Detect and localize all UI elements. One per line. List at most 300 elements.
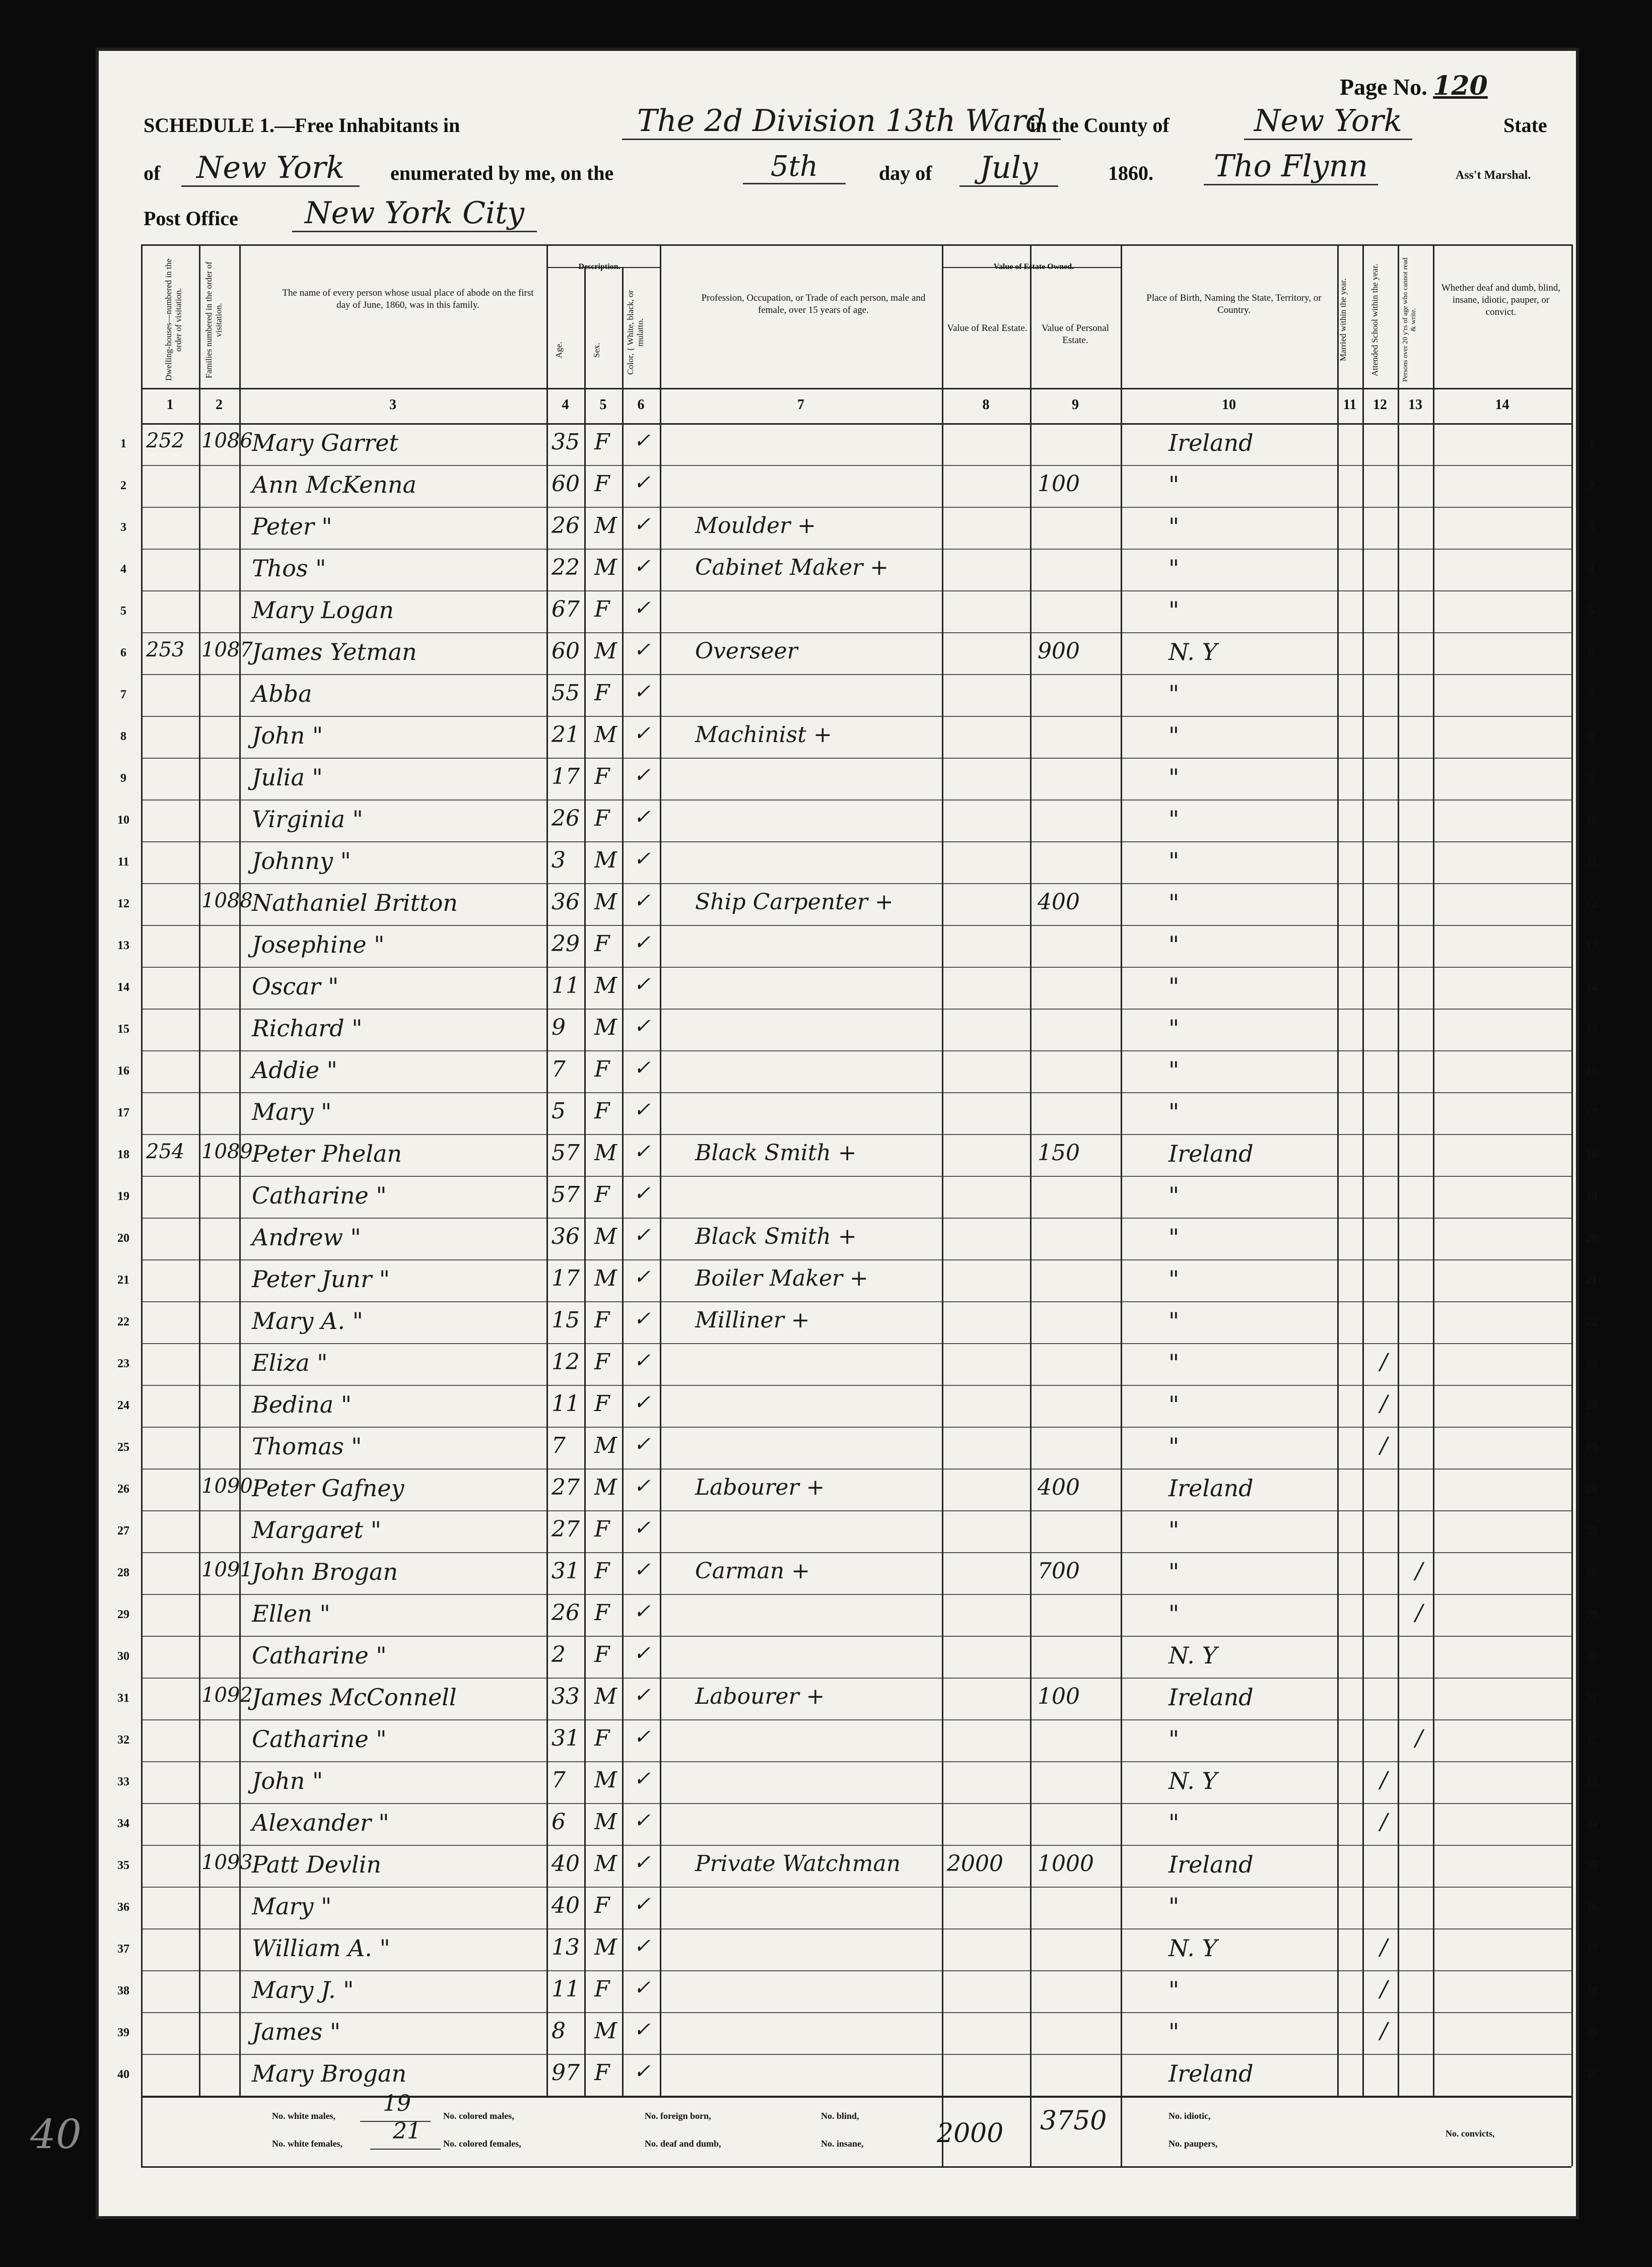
occupation: Labourer + xyxy=(695,1475,825,1500)
color-mark: ✓ xyxy=(634,1182,651,1205)
row-number-right: 1 xyxy=(1589,437,1595,450)
column-number: 2 xyxy=(216,397,223,413)
sex: M xyxy=(594,638,617,664)
row-rule xyxy=(141,1050,1571,1051)
row-rule xyxy=(141,925,1571,926)
division-value: The 2d Division 13th Ward xyxy=(622,103,1061,140)
occupation: Machinist + xyxy=(695,722,832,748)
age: 31 xyxy=(552,1558,580,1584)
of-label: of xyxy=(144,162,161,184)
row-number-left: 39 xyxy=(117,2026,129,2039)
age: 26 xyxy=(552,513,580,539)
color-mark: ✓ xyxy=(634,1349,651,1372)
row-number-left: 38 xyxy=(117,1984,129,1997)
table-bottom-rule xyxy=(141,2096,1571,2098)
person-name: Mary Logan xyxy=(252,596,394,624)
row-number-left: 36 xyxy=(117,1901,129,1914)
white-males-value: 19 xyxy=(383,2091,411,2116)
number-row-rule xyxy=(141,423,1571,425)
column-rule xyxy=(1030,244,1031,2096)
enumerated-label: enumerated by me, on the xyxy=(390,162,614,184)
col-9-header: Value of Personal Estate. xyxy=(1041,323,1110,346)
column-number: 3 xyxy=(389,397,396,413)
color-mark: ✓ xyxy=(634,1224,651,1247)
sex: F xyxy=(594,931,610,957)
sex: F xyxy=(594,596,610,622)
color-mark: ✓ xyxy=(634,1851,651,1874)
occupation: Labourer + xyxy=(695,1684,825,1709)
column-rule xyxy=(141,244,143,2096)
column-rule xyxy=(1362,244,1364,2096)
sex: M xyxy=(594,1767,617,1793)
place-of-birth: " xyxy=(1168,1265,1180,1293)
row-number-left: 25 xyxy=(117,1441,129,1454)
color-mark: ✓ xyxy=(634,1725,651,1749)
row-number-left: 14 xyxy=(117,981,129,994)
idiotic-label: No. idiotic, xyxy=(1168,2111,1211,2121)
color-mark: ✓ xyxy=(634,1056,651,1080)
person-name: Mary A. " xyxy=(252,1307,363,1335)
age: 21 xyxy=(552,722,580,748)
place-of-birth: " xyxy=(1168,1056,1180,1084)
row-number-left: 21 xyxy=(117,1274,129,1287)
color-mark: ✓ xyxy=(634,1558,651,1581)
color-mark: ✓ xyxy=(634,1893,651,1916)
person-name: James Yetman xyxy=(252,638,417,665)
age: 26 xyxy=(552,1600,580,1626)
person-name: Thos " xyxy=(252,555,326,582)
age: 9 xyxy=(552,1015,566,1040)
sex: F xyxy=(594,471,610,497)
personal-estate-value: 100 xyxy=(1038,1684,1080,1709)
row-rule xyxy=(141,2054,1571,2055)
school-mark: / xyxy=(1380,1976,1388,2002)
row-number-left: 31 xyxy=(117,1692,129,1705)
color-mark: ✓ xyxy=(634,1516,651,1540)
personal-estate-value: 400 xyxy=(1038,889,1080,915)
row-rule xyxy=(141,799,1571,801)
school-mark: / xyxy=(1380,1809,1388,1835)
age: 40 xyxy=(552,1893,580,1918)
person-name: Abba xyxy=(252,680,312,707)
person-name: Peter Gafney xyxy=(252,1475,404,1502)
person-name: John " xyxy=(252,722,323,749)
school-mark: / xyxy=(1380,1349,1388,1375)
day-value: 5th xyxy=(743,150,846,184)
row-rule xyxy=(141,1970,1571,1971)
row-number-right: 30 xyxy=(1586,1650,1598,1663)
row-number-right: 5 xyxy=(1589,605,1595,618)
sex: F xyxy=(594,1391,610,1417)
family-number: 1089 xyxy=(201,1140,253,1163)
cannot-read-mark: / xyxy=(1415,1558,1423,1584)
sex: M xyxy=(594,1809,617,1835)
row-number-left: 3 xyxy=(120,521,126,534)
color-mark: ✓ xyxy=(634,2018,651,2041)
color-mark: ✓ xyxy=(634,1307,651,1330)
occupation: Boiler Maker + xyxy=(695,1265,868,1291)
row-number-left: 4 xyxy=(120,563,126,576)
place-of-birth: " xyxy=(1168,1015,1180,1042)
col-8-header: Value of Real Estate. xyxy=(947,323,1027,334)
sex: F xyxy=(594,1642,610,1668)
person-name: Addie " xyxy=(252,1056,337,1084)
age: 57 xyxy=(552,1140,580,1166)
color-mark: ✓ xyxy=(634,2060,651,2083)
schedule-title: SCHEDULE 1.—Free Inhabitants in xyxy=(144,114,460,137)
person-name: Mary J. " xyxy=(252,1976,354,2004)
state-value: New York xyxy=(181,150,360,187)
occupation: Private Watchman xyxy=(695,1851,901,1877)
person-name: Ann McKenna xyxy=(252,471,417,498)
row-number-right: 23 xyxy=(1586,1357,1598,1370)
row-number-left: 13 xyxy=(117,939,129,952)
place-of-birth: Ireland xyxy=(1168,1140,1254,1167)
row-number-left: 12 xyxy=(117,897,129,910)
age: 57 xyxy=(552,1182,580,1208)
person-name: Andrew " xyxy=(252,1224,361,1251)
age: 22 xyxy=(552,555,580,580)
table-top-rule xyxy=(141,244,1571,246)
row-number-left: 27 xyxy=(117,1524,129,1538)
row-rule xyxy=(141,1803,1571,1804)
row-number-right: 14 xyxy=(1586,981,1598,994)
column-rule xyxy=(239,244,241,2096)
school-mark: / xyxy=(1380,1767,1388,1793)
description-header: Description. xyxy=(578,262,621,271)
place-of-birth: N. Y xyxy=(1168,1767,1217,1794)
age: 8 xyxy=(552,2018,566,2044)
col-1-header: Dwelling-houses—numbered in the order of visitation. xyxy=(164,258,183,381)
col-10-header: Place of Birth, Naming the State, Territory, or Country. xyxy=(1146,293,1322,315)
age: 2 xyxy=(552,1642,566,1668)
place-of-birth: " xyxy=(1168,1391,1180,1418)
sex: F xyxy=(594,1516,610,1542)
column-number: 1 xyxy=(166,397,174,413)
row-rule xyxy=(141,967,1571,968)
marshal-label: Ass't Marshal. xyxy=(1456,169,1531,182)
row-rule xyxy=(141,1761,1571,1762)
sex: M xyxy=(594,1684,617,1709)
age: 26 xyxy=(552,806,580,831)
place-of-birth: " xyxy=(1168,1725,1180,1753)
column-number: 4 xyxy=(562,397,569,413)
colored-females-label: No. colored females, xyxy=(443,2139,521,2149)
month-value: July xyxy=(959,150,1058,187)
cannot-read-mark: / xyxy=(1415,1600,1423,1626)
person-name: John " xyxy=(252,1767,323,1794)
row-number-left: 24 xyxy=(117,1399,129,1412)
color-mark: ✓ xyxy=(634,1976,651,1999)
sex: M xyxy=(594,847,617,873)
row-number-left: 34 xyxy=(117,1817,129,1830)
row-rule xyxy=(141,549,1571,550)
row-number-left: 11 xyxy=(117,855,129,869)
sex: F xyxy=(594,680,610,706)
color-mark: ✓ xyxy=(634,1600,651,1623)
place-of-birth: " xyxy=(1168,1349,1180,1376)
sex: F xyxy=(594,1098,610,1124)
color-mark: ✓ xyxy=(634,1935,651,1958)
place-of-birth: " xyxy=(1168,471,1180,498)
row-number-right: 34 xyxy=(1586,1817,1598,1830)
row-number-right: 20 xyxy=(1586,1232,1598,1245)
row-number-right: 16 xyxy=(1586,1064,1598,1078)
school-mark: / xyxy=(1380,2018,1388,2044)
age: 60 xyxy=(552,638,580,664)
col-4-header: Age. xyxy=(554,342,564,359)
occupation: Carman + xyxy=(695,1558,810,1584)
person-name: Josephine " xyxy=(252,931,385,958)
row-number-left: 33 xyxy=(117,1775,129,1788)
row-rule xyxy=(141,1510,1571,1511)
sex: M xyxy=(594,973,617,998)
sex: M xyxy=(594,513,617,539)
row-number-left: 29 xyxy=(117,1608,129,1621)
row-number-left: 17 xyxy=(117,1106,129,1119)
person-name: John Brogan xyxy=(252,1558,398,1585)
row-number-right: 38 xyxy=(1586,1984,1598,1997)
age: 97 xyxy=(552,2060,580,2086)
person-name: Mary Garret xyxy=(252,429,398,456)
row-rule xyxy=(141,716,1571,717)
person-name: Peter " xyxy=(252,513,332,540)
estate-header: Value of Estate Owned. xyxy=(993,262,1074,271)
row-rule xyxy=(141,1845,1571,1846)
col-2-header: Families numbered in the order of visitation. xyxy=(204,261,224,378)
sex: M xyxy=(594,1475,617,1500)
row-number-right: 28 xyxy=(1586,1566,1598,1579)
occupation: Ship Carpenter + xyxy=(695,889,893,915)
row-rule xyxy=(141,841,1571,842)
color-mark: ✓ xyxy=(634,638,651,661)
row-number-right: 4 xyxy=(1589,563,1595,576)
place-of-birth: Ireland xyxy=(1168,1684,1254,1711)
column-number: 13 xyxy=(1408,397,1422,413)
col-6-header: Color, { White, black, or mulatto. xyxy=(626,290,645,375)
row-number-right: 32 xyxy=(1586,1733,1598,1747)
column-number: 12 xyxy=(1373,397,1387,413)
row-rule xyxy=(141,1719,1571,1720)
row-number-left: 16 xyxy=(117,1064,129,1078)
row-number-left: 30 xyxy=(117,1650,129,1663)
row-rule xyxy=(141,674,1571,675)
row-number-left: 20 xyxy=(117,1232,129,1245)
sex: F xyxy=(594,1893,610,1918)
row-number-right: 24 xyxy=(1586,1399,1598,1412)
row-number-right: 11 xyxy=(1586,855,1598,869)
column-rule xyxy=(199,244,200,2096)
age: 17 xyxy=(552,1265,580,1291)
age: 36 xyxy=(552,889,580,915)
color-mark: ✓ xyxy=(634,513,651,536)
person-name: Virginia " xyxy=(252,806,363,833)
sex: M xyxy=(594,1433,617,1458)
person-name: Mary " xyxy=(252,1893,332,1920)
row-number-left: 26 xyxy=(117,1483,129,1496)
row-number-right: 25 xyxy=(1586,1441,1598,1454)
occupation: Overseer xyxy=(695,638,798,664)
row-rule xyxy=(141,1343,1571,1344)
row-rule xyxy=(141,1385,1571,1386)
family-number: 1086 xyxy=(201,429,253,452)
place-of-birth: N. Y xyxy=(1168,638,1217,665)
age: 13 xyxy=(552,1935,580,1960)
row-number-right: 37 xyxy=(1586,1943,1598,1956)
row-number-right: 29 xyxy=(1586,1608,1598,1621)
insane-label: No. insane, xyxy=(821,2139,864,2149)
row-number-left: 2 xyxy=(120,479,126,492)
cannot-read-mark: / xyxy=(1415,1725,1423,1751)
row-rule xyxy=(141,1176,1571,1177)
row-number-left: 37 xyxy=(117,1943,129,1956)
sex: F xyxy=(594,2060,610,2086)
personal-estate-value: 100 xyxy=(1038,471,1080,497)
row-number-right: 3 xyxy=(1589,521,1595,534)
footer-bottom-rule xyxy=(141,2166,1571,2168)
person-name: Thomas " xyxy=(252,1433,362,1460)
color-mark: ✓ xyxy=(634,1098,651,1121)
row-number-right: 8 xyxy=(1589,730,1595,743)
color-mark: ✓ xyxy=(634,1684,651,1707)
occupation: Moulder + xyxy=(695,513,816,539)
real-estate-total: 2000 xyxy=(937,2118,1004,2149)
row-number-right: 13 xyxy=(1586,939,1598,952)
row-number-right: 36 xyxy=(1586,1901,1598,1914)
footer-rule xyxy=(1121,2096,1122,2166)
person-name: Nathaniel Britton xyxy=(252,889,458,916)
color-mark: ✓ xyxy=(634,764,651,787)
color-mark: ✓ xyxy=(634,973,651,996)
age: 27 xyxy=(552,1475,580,1500)
column-number: 11 xyxy=(1343,397,1357,413)
age: 67 xyxy=(552,596,580,622)
real-estate-value: 2000 xyxy=(947,1851,1003,1877)
place-of-birth: " xyxy=(1168,847,1180,875)
row-number-left: 19 xyxy=(117,1190,129,1203)
family-number: 1091 xyxy=(201,1558,253,1581)
color-mark: ✓ xyxy=(634,680,651,703)
person-name: Alexander " xyxy=(252,1809,389,1836)
school-mark: / xyxy=(1380,1391,1388,1417)
row-rule xyxy=(141,1009,1571,1010)
year-label: 1860. xyxy=(1108,162,1153,184)
row-number-left: 1 xyxy=(120,437,126,450)
color-mark: ✓ xyxy=(634,1433,651,1456)
row-rule xyxy=(141,590,1571,591)
age: 31 xyxy=(552,1725,580,1751)
age: 7 xyxy=(552,1056,566,1082)
state-label: State xyxy=(1503,114,1547,137)
place-of-birth: " xyxy=(1168,1516,1180,1544)
row-rule xyxy=(141,632,1571,633)
sex: M xyxy=(594,1224,617,1249)
row-number-left: 18 xyxy=(117,1148,129,1161)
color-mark: ✓ xyxy=(634,596,651,620)
row-rule xyxy=(141,1301,1571,1302)
row-number-right: 31 xyxy=(1586,1692,1598,1705)
row-number-left: 15 xyxy=(117,1023,129,1036)
col-5-header: Sex. xyxy=(592,343,601,358)
age: 33 xyxy=(552,1684,580,1709)
place-of-birth: " xyxy=(1168,513,1180,540)
person-name: Peter Phelan xyxy=(252,1140,402,1167)
row-rule xyxy=(141,1469,1571,1470)
row-number-right: 7 xyxy=(1589,688,1595,701)
sex: M xyxy=(594,889,617,915)
place-of-birth: " xyxy=(1168,722,1180,749)
row-number-left: 32 xyxy=(117,1733,129,1747)
place-of-birth: N. Y xyxy=(1168,1642,1217,1669)
row-rule xyxy=(141,1594,1571,1595)
age: 11 xyxy=(552,1391,580,1417)
person-name: Catharine " xyxy=(252,1725,387,1753)
row-rule xyxy=(141,1552,1571,1553)
foreign-born-label: No. foreign born, xyxy=(645,2111,711,2121)
row-number-right: 15 xyxy=(1586,1023,1598,1036)
row-number-right: 9 xyxy=(1589,772,1595,785)
row-number-left: 7 xyxy=(120,688,126,701)
row-number-right: 10 xyxy=(1586,814,1598,827)
sex: F xyxy=(594,1349,610,1375)
personal-estate-value: 1000 xyxy=(1038,1851,1094,1877)
row-number-left: 35 xyxy=(117,1859,129,1872)
row-rule xyxy=(141,2012,1571,2013)
age: 11 xyxy=(552,973,580,998)
age: 55 xyxy=(552,680,580,706)
dwelling-number: 252 xyxy=(146,429,185,452)
col-14-header: Whether deaf and dumb, blind, insane, idiotic, pauper, or convict. xyxy=(1441,283,1561,317)
day-of-label: day of xyxy=(879,162,932,184)
place-of-birth: " xyxy=(1168,806,1180,833)
place-of-birth: Ireland xyxy=(1168,1475,1254,1502)
row-number-left: 22 xyxy=(117,1315,129,1328)
column-rule xyxy=(660,244,661,2096)
row-number-right: 27 xyxy=(1586,1524,1598,1538)
row-number-left: 23 xyxy=(117,1357,129,1370)
county-value: New York xyxy=(1244,103,1412,140)
row-number-right: 12 xyxy=(1586,897,1598,910)
person-name: James McConnell xyxy=(252,1684,457,1711)
row-number-left: 40 xyxy=(117,2068,129,2081)
convicts-label: No. convicts, xyxy=(1446,2128,1495,2139)
row-rule xyxy=(141,1636,1571,1637)
age: 7 xyxy=(552,1767,566,1793)
person-name: Mary " xyxy=(252,1098,332,1125)
color-mark: ✓ xyxy=(634,847,651,871)
column-number: 5 xyxy=(599,397,607,413)
place-of-birth: " xyxy=(1168,555,1180,582)
row-number-left: 6 xyxy=(120,646,126,659)
row-number-right: 18 xyxy=(1586,1148,1598,1161)
age: 29 xyxy=(552,931,580,957)
marshal-name: Tho Flynn xyxy=(1204,149,1378,185)
family-number: 1092 xyxy=(201,1684,253,1707)
occupation: Cabinet Maker + xyxy=(695,555,889,580)
post-office-value: New York City xyxy=(292,195,537,232)
row-rule xyxy=(141,1134,1571,1135)
white-females-label: No. white females, xyxy=(272,2139,342,2149)
sex: F xyxy=(594,764,610,789)
sex: F xyxy=(594,1600,610,1626)
col-13-header: Persons over 20 y'rs of age who cannot read & write. xyxy=(1402,257,1418,382)
color-mark: ✓ xyxy=(634,1475,651,1498)
color-mark: ✓ xyxy=(634,429,651,452)
place-of-birth: " xyxy=(1168,596,1180,624)
age: 35 xyxy=(552,429,580,455)
color-mark: ✓ xyxy=(634,931,651,954)
age: 12 xyxy=(552,1349,580,1375)
